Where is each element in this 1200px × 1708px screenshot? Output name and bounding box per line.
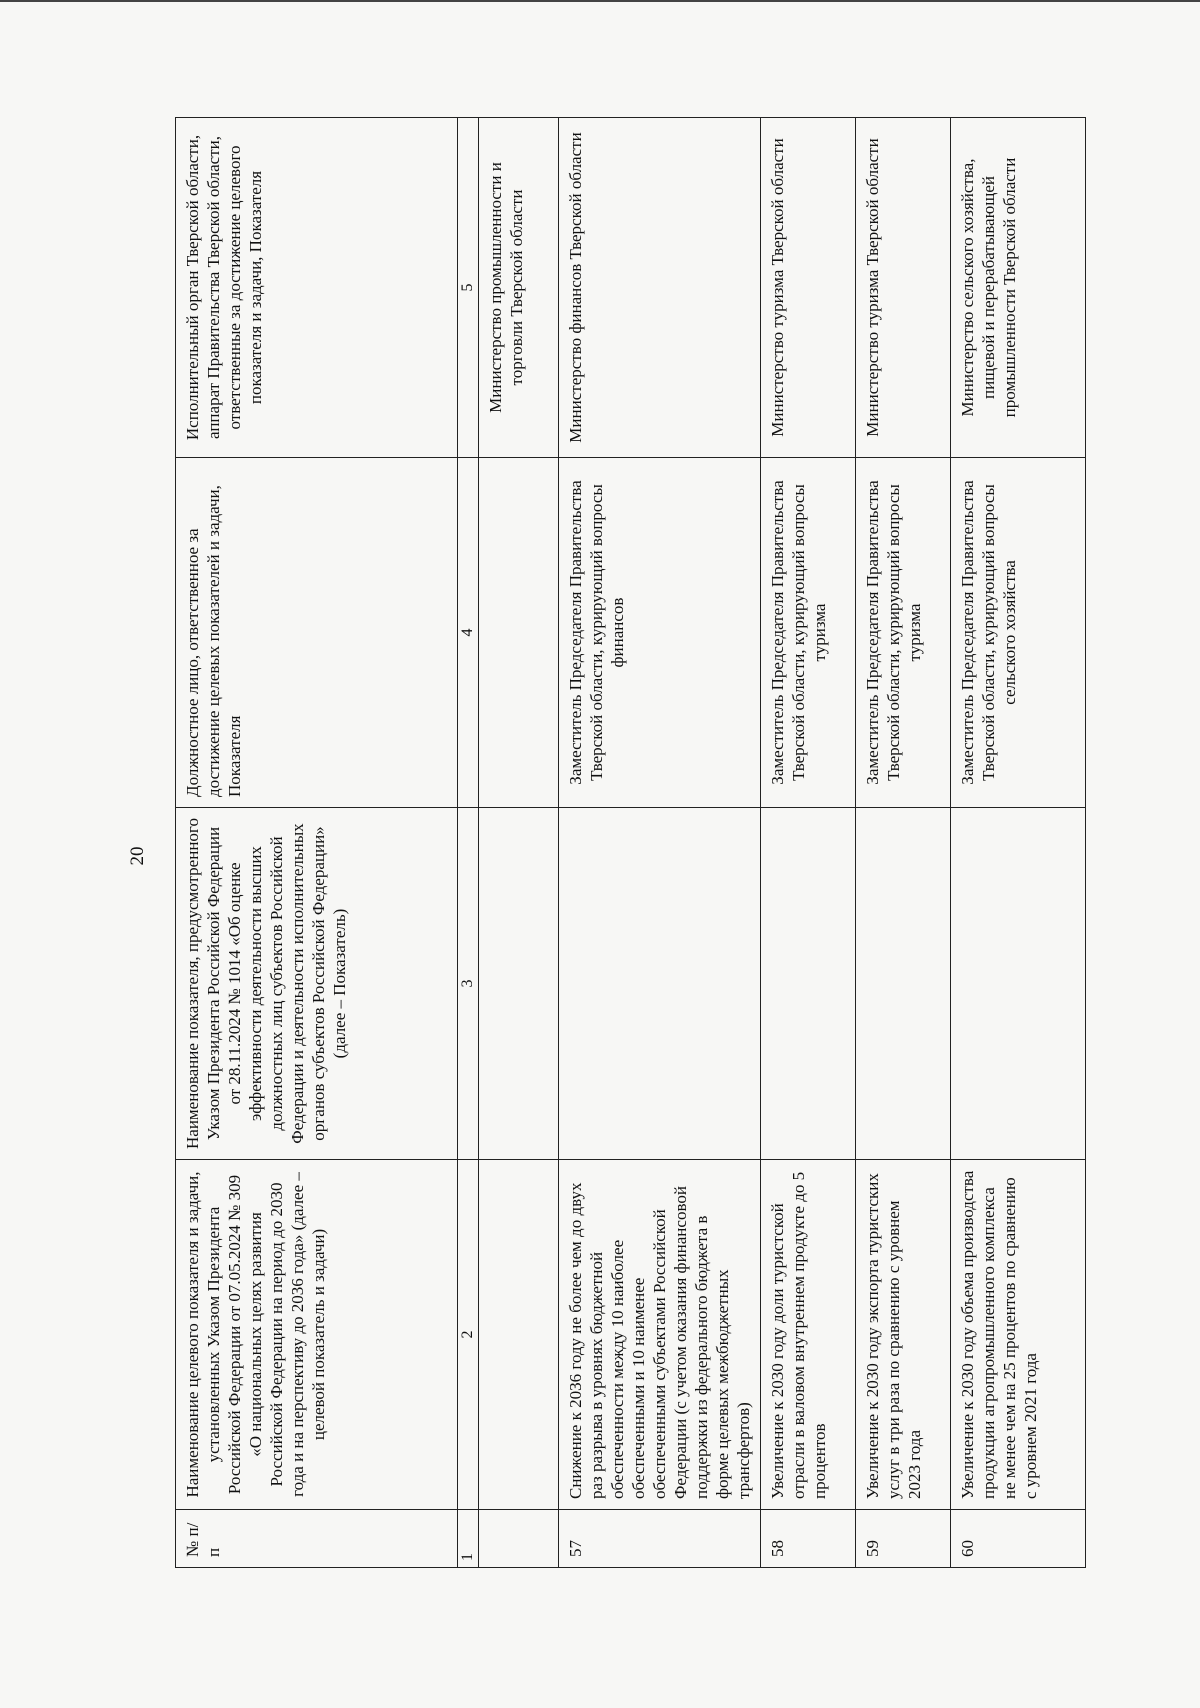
row-goal: Снижение к 2036 году не более чем до двух раз разрыва в уровнях бюджетной обеспеченности между 10 наиболее обеспеченными и 10 наименее обеспеченными субъектами Российской Федерации (с учетом оказания финансовой поддержки из федерального бюджета в форме целевых межбюджетных трансфертов): [559, 1160, 761, 1510]
row-goal: Увеличение к 2030 году доли туристской отрасли в валовом внутреннем продукте до 5 процентов: [761, 1160, 856, 1510]
row-official: Заместитель Председателя Правительства Тверской области, курирующий вопросы туризма: [856, 458, 951, 808]
header-cell-goal: Наименование целевого показателя и задачи, установленных Указом Президента Российской Федерации от 07.05.2024 № 309 «О национальных целях развития Российской Федерации на период до 2030 года и на перспективу до 2036 года» (далее – целевой показатель и задачи): [176, 1160, 458, 1510]
row-body: Министерство туризма Тверской области: [856, 118, 951, 458]
scan-edge-line: [0, 0, 1200, 2]
row-indicator: [479, 808, 559, 1160]
column-numbers-row: [458, 118, 479, 1568]
column-number: 5: [458, 118, 479, 458]
table-row: [559, 118, 761, 1568]
column-number: 2: [458, 1160, 479, 1510]
page-number: 20: [127, 846, 148, 866]
header-cell-official: Должностное лицо, ответственное за достижение целевых показателей и задачи, Показателя: [176, 458, 458, 808]
row-official: Заместитель Председателя Правительства Тверской области, курирующий вопросы финансов: [559, 458, 761, 808]
row-goal: Увеличение к 2030 году объема производства продукции агропромышленного комплекса не менее чем на 25 процентов по сравнению с уровнем 2021 года: [951, 1160, 1086, 1510]
header-cell-indicator: Наименование показателя, предусмотренного Указом Президента Российской Федерации от 28.11.2024 № 1014 «Об оценке эффективности деятельности высших должностных лиц субъектов Российской Федерации и деятельности исполнительных органов субъектов Российской Федерации» (далее – Показатель): [176, 808, 458, 1160]
row-goal: Увеличение к 2030 году экспорта туристских услуг в три раза по сравнению с уровнем 2023 года: [856, 1160, 951, 1510]
row-number: 57: [559, 1510, 761, 1568]
header-cell-number: № п/п: [176, 1510, 458, 1568]
row-number: [479, 1510, 559, 1568]
row-official: Заместитель Председателя Правительства Тверской области, курирующий вопросы сельского хозяйства: [951, 458, 1086, 808]
rotated-table-wrapper: [175, 118, 1075, 1568]
column-number: 3: [458, 808, 479, 1160]
row-indicator: [559, 808, 761, 1160]
table-header-row: [176, 118, 458, 1568]
row-official: Заместитель Председателя Правительства Тверской области, курирующий вопросы туризма: [761, 458, 856, 808]
row-body: Министерство туризма Тверской области: [761, 118, 856, 458]
row-indicator: [951, 808, 1086, 1160]
table-row: [951, 118, 1086, 1568]
row-indicator: [856, 808, 951, 1160]
table-row: [856, 118, 951, 1568]
row-number: 58: [761, 1510, 856, 1568]
row-indicator: [761, 808, 856, 1160]
row-number: 60: [951, 1510, 1086, 1568]
header-cell-body: Исполнительный орган Тверской области, аппарат Правительства Тверской области, ответственные за достижение целевого показателя и задачи, Показателя: [176, 118, 458, 458]
row-goal: [479, 1160, 559, 1510]
table-row: [761, 118, 856, 1568]
column-number: 4: [458, 458, 479, 808]
responsibility-table: [175, 117, 1086, 1568]
row-body: Министерство финансов Тверской области: [559, 118, 761, 458]
row-body: Министерство сельского хозяйства, пищевой и перерабатывающей промышленности Тверской области: [951, 118, 1086, 458]
column-number: 1: [458, 1510, 479, 1568]
row-body: Министерство промышленности и торговли Тверской области: [479, 118, 559, 458]
row-official: [479, 458, 559, 808]
row-number: 59: [856, 1510, 951, 1568]
table-row: [479, 118, 559, 1568]
